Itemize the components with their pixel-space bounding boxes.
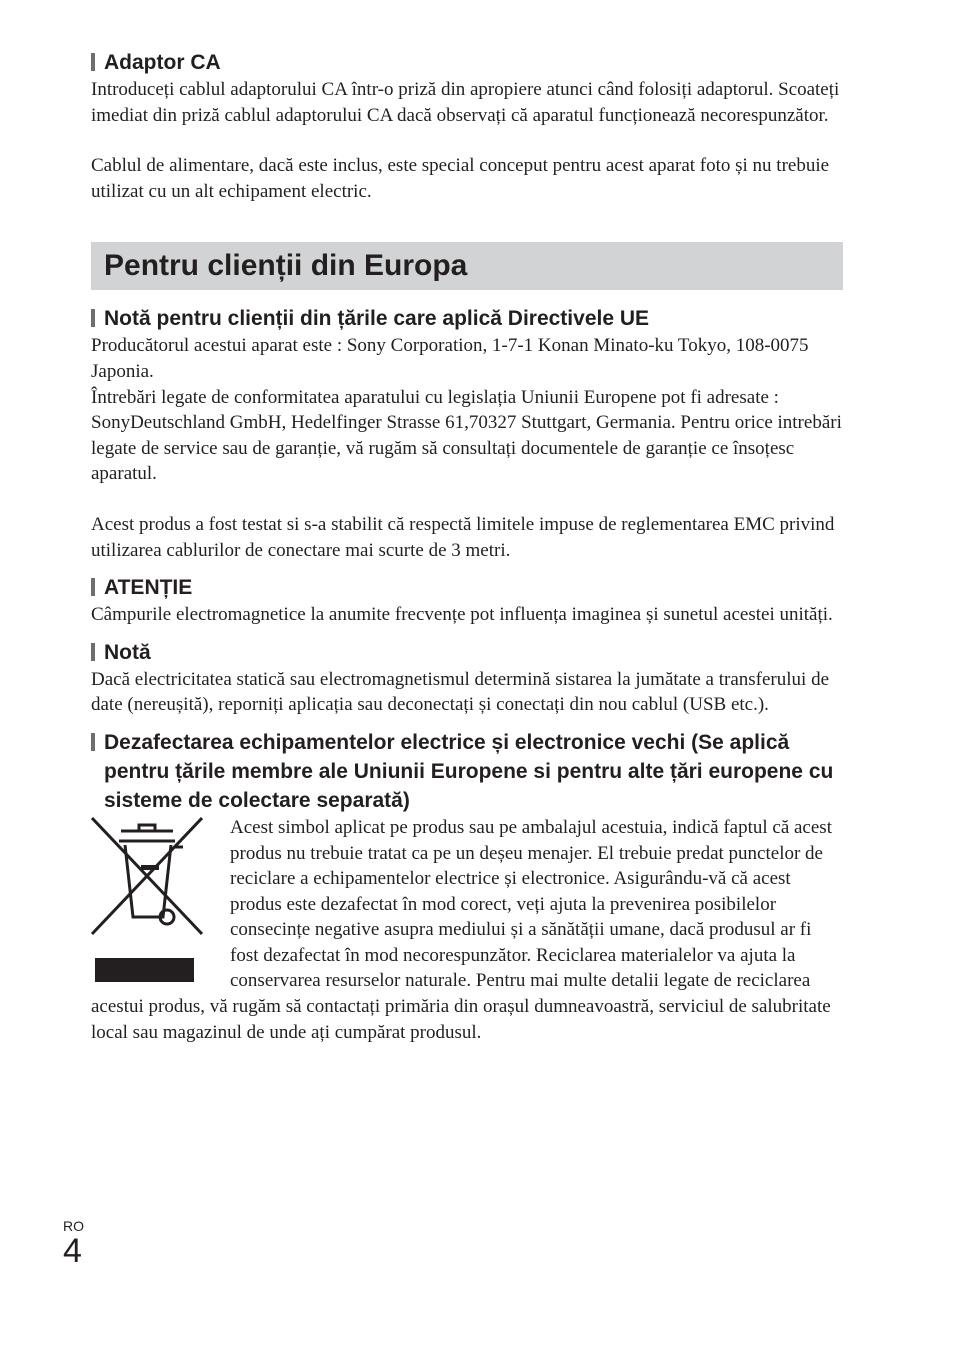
- document-page: [91, 48, 843, 1045]
- section-heading-adaptor: [91, 48, 843, 77]
- heading-marker: [91, 578, 95, 596]
- crossed-out-wheelie-bin-icon: [91, 817, 203, 987]
- heading-marker: [91, 643, 95, 661]
- weee-paragraph: Acest simbol aplicat pe produs sau pe ambalajul acestuia, indică faptul că acest produs nu trebuie tratat ca pe un deșeu menajer. El trebuie predat punctelor de reciclare a echipamentelor electrice și electronice. Asigurându-vă că acest produs este dezafectat în mod corect, veți ajuta la prevenirea posibilelor consecințe negative asupra mediului și a sănătății umane, dacă produsul ar fi fost dezafectat în mod necorespunzător. Reciclarea materialelor va ajuta la conservarea resurselor naturale. Pentru mai multe detalii legate de reciclarea acestui produs, vă rugăm să contactați primăria din orașul dumneavoastră, serviciul de salubritate local sau magazinul de unde ați cumpărat produsul.: [91, 816, 832, 1043]
- section-heading-note: [91, 638, 843, 667]
- eu-note-paragraph-1: Producătorul acestui aparat este : Sony Corporation, 1-7-1 Konan Minato-ku Tokyo, 108-0075 Japonia.: [91, 335, 809, 382]
- section-heading-attention: [91, 573, 843, 602]
- heading-text: Notă: [104, 640, 151, 664]
- section-heading-eu-note: [91, 304, 843, 333]
- eu-note-paragraph-3: Acest produs a fost testat si s-a stabilit că respectă limitele impuse de reglementarea EMC privind utilizarea cablurilor de conectare mai scurte de 3 metri.: [91, 513, 835, 561]
- heading-marker: [91, 309, 95, 327]
- heading-text: Dezafectarea echipamentelor electrice și electronice vechi (Se aplică pentru țările membre ale Uniunii Europene si pentru alte țări europene cu sisteme de colectare separată): [104, 730, 834, 812]
- page-footer: [63, 1218, 84, 1269]
- banner-title: Pentru clienții din Europa: [104, 249, 468, 283]
- eu-note-paragraph-2: Întrebări legate de conformitatea aparatului cu legislația Uniunii Europene pot fi adresate : SonyDeutschland GmbH, Hedelfinger Strasse 61,70327 Stuttgart, Germania. Pentru orice intrebări legate de service sau de garanție, vă rugăm să consultați documentele de garanție ce însoțesc aparatul.: [91, 386, 842, 485]
- page-number: 4: [63, 1232, 82, 1270]
- adaptor-paragraph-2: Cablul de alimentare, dacă este inclus, este special conceput pentru acest aparat foto și nu trebuie utilizat cu un alt echipament electric.: [91, 155, 830, 202]
- region-banner: [91, 242, 843, 290]
- heading-text: Adaptor CA: [104, 51, 221, 74]
- weee-block: [91, 815, 843, 1045]
- heading-text: ATENȚIE: [104, 576, 193, 600]
- section-heading-weee: [91, 728, 843, 815]
- heading-text: Notă pentru clienții din țările care aplică Directivele UE: [104, 307, 650, 331]
- heading-marker: [91, 733, 95, 751]
- attention-paragraph: Câmpurile electromagnetice la anumite frecvențe pot influența imaginea și sunetul acestei unități.: [91, 604, 833, 626]
- note-paragraph: Dacă electricitatea statică sau electromagnetismul determină sistarea la jumătate a transferului de date (nereușită), reporniți aplicația sau deconectați și conectați din nou cablul (USB etc.).: [91, 668, 830, 716]
- heading-marker: [91, 53, 95, 71]
- adaptor-paragraph-1: Introduceți cablul adaptorului CA într-o priză din apropiere atunci când folosiți adaptorul. Scoateți imediat din priză cablul adaptorului CA dacă observați că aparatul funcționează necorespunzător.: [91, 79, 840, 126]
- language-code: RO: [63, 1218, 84, 1234]
